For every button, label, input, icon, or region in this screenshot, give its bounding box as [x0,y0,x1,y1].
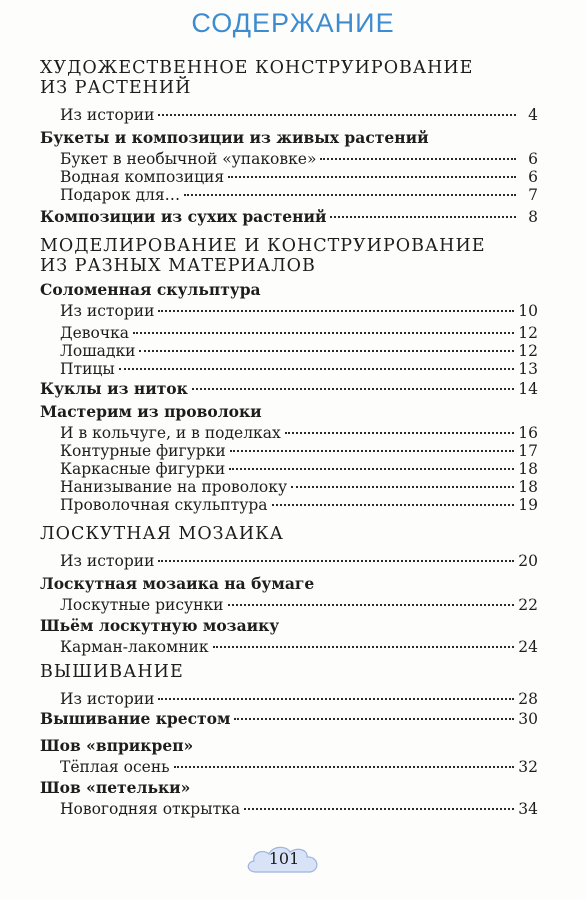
page-title: СОДЕРЖАНИЕ [191,8,395,38]
dot-leader [184,193,516,196]
toc-entry-label: Из истории [60,690,155,708]
toc-entry [60,106,538,124]
section-heading: МОДЕЛИРОВАНИЕ И КОНСТРУИРОВАНИЕ ИЗ РАЗНЫХ МАТЕРИАЛОВ [40,236,486,276]
toc-entry-page: 12 [518,324,538,342]
toc-entry-page: 6 [528,168,538,186]
toc-entry-page: 19 [518,496,538,514]
dot-leader [213,645,515,648]
subsection-entry-page: 8 [528,208,538,226]
toc-entry [60,800,538,818]
toc-entry [60,478,538,496]
toc-entry [60,424,538,442]
toc-entry-label: И в кольчуге, и в поделках [60,424,281,442]
dot-leader [158,559,514,562]
toc-entry [60,638,538,656]
toc-entry-label: Нанизывание на проволоку [60,478,288,496]
toc-entry [60,460,538,478]
toc-entry-label: Водная композиция [60,168,225,186]
dot-leader [158,309,514,312]
toc-entry [60,758,538,776]
toc-entry-page: 12 [518,342,538,360]
subsection-entry-label: Вышивание крестом [40,709,231,728]
dot-leader [330,215,516,218]
subsection-heading: Соломенная скульптура [40,280,261,299]
toc-entry-page: 6 [528,150,538,168]
dot-leader [158,113,516,116]
section-heading: ЛОСКУТНАЯ МОЗАИКА [40,524,284,544]
dot-leader [244,807,514,810]
dot-leader [285,431,515,434]
page-number-badge [244,842,324,878]
toc-entry [60,442,538,460]
toc-entry [60,342,538,360]
toc-entry-label: Из истории [60,552,155,570]
dot-leader [320,157,516,160]
subsection-entry-label: Композиции из сухих растений [40,207,327,226]
toc-entry-label: Девочка [60,324,130,342]
subsection-heading: Шьём лоскутную мозаику [40,616,280,635]
dot-leader [158,697,514,700]
toc-entry [60,324,538,342]
toc-entry [60,552,538,570]
toc-entry-page: 20 [518,552,538,570]
subsection-entry [40,380,538,398]
subsection-entry-page: 30 [518,710,538,728]
dot-leader [119,367,515,370]
toc-entry [60,496,538,514]
subsection-entry [40,208,538,226]
dot-leader [133,331,514,334]
toc-entry [60,168,538,186]
subsection-entry-page: 14 [518,380,538,398]
toc-entry-label: Лошадки [60,342,136,360]
toc-entry [60,596,538,614]
toc-entry-label: Каркасные фигурки [60,460,226,478]
toc-entry [60,186,538,204]
page-number: 101 [268,849,300,868]
toc-entry-label: Букет в необычной «упаковке» [60,150,317,168]
dot-leader [228,603,515,606]
toc-entry-page: 10 [518,302,538,320]
toc-entry-page: 16 [518,424,538,442]
toc-entry-page: 32 [518,758,538,776]
subsection-entry-label: Куклы из ниток [40,379,188,398]
toc-entry-page: 28 [518,690,538,708]
section-heading: ВЫШИВАНИЕ [40,662,184,682]
toc-entry-page: 4 [528,106,538,124]
dot-leader [272,503,515,506]
toc-entry-label: Тёплая осень [60,758,170,776]
section-heading: ХУДОЖЕСТВЕННОЕ КОНСТРУИРОВАНИЕ ИЗ РАСТЕНИЙ [40,58,474,98]
toc-entry-page: 18 [518,460,538,478]
toc-entry-page: 24 [518,638,538,656]
toc-entry [60,150,538,168]
toc-entry-page: 34 [518,800,538,818]
dot-leader [228,175,516,178]
toc-entry-page: 22 [518,596,538,614]
toc-entry-label: Проволочная скульптура [60,496,268,514]
toc-entry-page: 13 [518,360,538,378]
dot-leader [229,467,514,470]
toc-entry-label: Подарок для… [60,186,181,204]
subsection-heading: Букеты и композиции из живых растений [40,128,429,147]
toc-entry-page: 17 [518,442,538,460]
toc-entry-label: Лоскутные рисунки [60,596,224,614]
toc-entry-label: Птицы [60,360,115,378]
toc-entry-page: 7 [528,186,538,204]
dot-leader [174,765,515,768]
subsection-heading: Шов «вприкреп» [40,736,194,755]
toc-entry-label: Из истории [60,106,155,124]
toc-entry [60,302,538,320]
dot-leader [291,485,514,488]
subsection-heading: Шов «петельки» [40,778,191,797]
toc-entry-label: Карман-лакомник [60,638,209,656]
toc-entry-label: Контурные фигурки [60,442,226,460]
dot-leader [192,387,514,390]
subsection-heading: Лоскутная мозаика на бумаге [40,574,315,593]
toc-entry [60,690,538,708]
subsection-heading: Мастерим из проволоки [40,402,262,421]
toc-entry-page: 18 [518,478,538,496]
dot-leader [234,717,514,720]
dot-leader [230,449,515,452]
subsection-entry [40,710,538,728]
dot-leader [139,349,514,352]
toc-entry-label: Из истории [60,302,155,320]
toc-entry [60,360,538,378]
toc-entry-label: Новогодняя открытка [60,800,241,818]
